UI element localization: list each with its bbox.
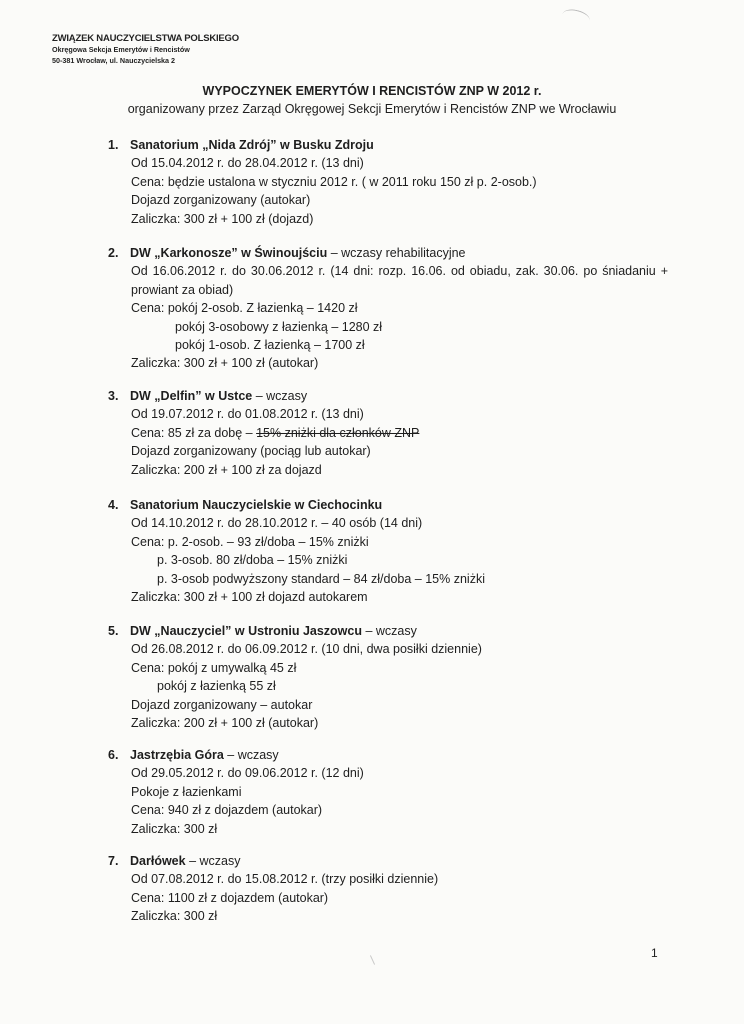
item-deposit: Zaliczka: 300 zł + 100 zł (autokar) — [131, 356, 319, 371]
item-name: Sanatorium „Nida Zdrój” w Busku Zdroju — [130, 138, 374, 152]
item-type: – wczasy rehabilitacyjne — [327, 246, 466, 260]
item-transport: Dojazd zorganizowany – autokar — [131, 697, 313, 712]
item-number: 2. — [108, 246, 119, 260]
document-title: WYPOCZYNEK EMERYTÓW I RENCISTÓW ZNP W 2012 r. — [202, 84, 542, 98]
item-dates: Od 15.04.2012 r. do 28.04.2012 r. (13 dni) — [131, 156, 364, 171]
item-dates: Od 16.06.2012 r. do 30.06.2012 r. (14 dni: rozp. 16.06. od obiadu, zak. 30.06. po śniadaniu + prowiant za obiad) — [131, 264, 668, 297]
item-deposit: Zaliczka: 300 zł + 100 zł (dojazd) — [131, 211, 314, 226]
item-price-option: p. 3-osob podwyższony standard – 84 zł/doba – 15% zniżki — [157, 571, 485, 586]
item-deposit: Zaliczka: 200 zł + 100 zł (autokar) — [131, 716, 319, 731]
item-deposit: Zaliczka: 300 zł — [131, 821, 218, 836]
item-number: 6. — [108, 748, 119, 762]
item-price: Cena: 85 zł za dobę – 15% zniżki dla członków ZNP — [131, 425, 420, 440]
item-name: Jastrzębia Góra — [130, 748, 224, 762]
offer-item-5 — [108, 622, 668, 732]
stamp-line-2: Okręgowa Sekcja Emerytów i Rencistów — [52, 45, 190, 55]
document-subtitle: organizowany przez Zarząd Okręgowej Sekcji Emerytów i Rencistów ZNP we Wrocławiu — [127, 102, 617, 116]
item-transport: Dojazd zorganizowany (autokar) — [131, 193, 311, 208]
pen-mark — [561, 7, 592, 28]
scan-mark — [370, 955, 375, 964]
stamp-line-3: 50-381 Wrocław, ul. Nauczycielska 2 — [52, 56, 176, 66]
item-price: Cena: pokój z umywalką 45 zł — [131, 660, 297, 675]
item-number: 1. — [108, 138, 119, 152]
item-number: 4. — [108, 498, 119, 512]
item-dates: Od 14.10.2012 r. do 28.10.2012 r. – 40 osób (14 dni) — [131, 516, 423, 531]
offer-item-1 — [108, 136, 668, 228]
offer-item-7 — [108, 852, 668, 926]
item-number: 5. — [108, 624, 119, 638]
item-name: DW „Karkonosze” w Świnoujściu — [130, 246, 328, 260]
item-price-option: pokój 1-osob. Z łazienką – 1700 zł — [175, 338, 365, 353]
item-price-option: pokój z łazienką 55 zł — [157, 679, 276, 694]
item-price: Cena: pokój 2-osob. Z łazienką – 1420 zł — [131, 301, 358, 316]
item-dates: Od 29.05.2012 r. do 09.06.2012 r. (12 dni) — [131, 766, 364, 781]
organization-stamp — [52, 33, 239, 66]
item-name: DW „Delfin” w Ustce — [130, 389, 253, 403]
item-type: – wczasy — [362, 624, 417, 638]
offer-item-4 — [108, 496, 668, 606]
offer-item-2 — [108, 244, 668, 373]
page-number: 1 — [651, 946, 658, 960]
item-number: 7. — [108, 854, 119, 868]
item-price: Cena: będzie ustalona w styczniu 2012 r. ( w 2011 roku 150 zł p. 2-osob.) — [131, 174, 537, 189]
item-price: Cena: p. 2-osob. – 93 zł/doba – 15% zniżki — [131, 534, 369, 549]
offer-item-6 — [108, 746, 668, 838]
item-name: DW „Nauczyciel” w Ustroniu Jaszowcu — [130, 624, 362, 638]
item-type: – wczasy — [185, 854, 241, 868]
stamp-line-1: ZWIĄZEK NAUCZYCIELSTWA POLSKIEGO — [52, 33, 239, 44]
item-name: Sanatorium Nauczycielskie w Ciechocinku — [130, 498, 383, 512]
item-price-option: pokój 3-osobowy z łazienką – 1280 zł — [175, 319, 383, 334]
item-number: 3. — [108, 389, 119, 403]
item-deposit: Zaliczka: 300 zł — [131, 909, 218, 924]
item-dates: Od 19.07.2012 r. do 01.08.2012 r. (13 dni) — [131, 407, 364, 422]
crossed-out-discount: 15% zniżki dla członków ZNP — [256, 425, 420, 440]
item-rooms: Pokoje z łazienkami — [131, 784, 242, 799]
item-price: Cena: 940 zł z dojazdem (autokar) — [131, 803, 323, 818]
offer-item-3 — [108, 387, 668, 479]
item-type: – wczasy — [252, 389, 308, 403]
item-dates: Od 26.08.2012 r. do 06.09.2012 r. (10 dni, dwa posiłki dziennie) — [131, 642, 482, 657]
item-price: Cena: 1100 zł z dojazdem (autokar) — [131, 890, 329, 905]
item-type: – wczasy — [223, 748, 279, 762]
item-dates: Od 07.08.2012 r. do 15.08.2012 r. (trzy posiłki dziennie) — [131, 872, 439, 887]
item-deposit: Zaliczka: 200 zł + 100 zł za dojazd — [131, 462, 322, 477]
item-name: Darłówek — [130, 854, 186, 868]
item-price-option: p. 3-osob. 80 zł/doba – 15% zniżki — [157, 553, 348, 568]
item-deposit: Zaliczka: 300 zł + 100 zł dojazd autokarem — [131, 590, 368, 605]
item-transport: Dojazd zorganizowany (pociąg lub autokar) — [131, 444, 371, 459]
